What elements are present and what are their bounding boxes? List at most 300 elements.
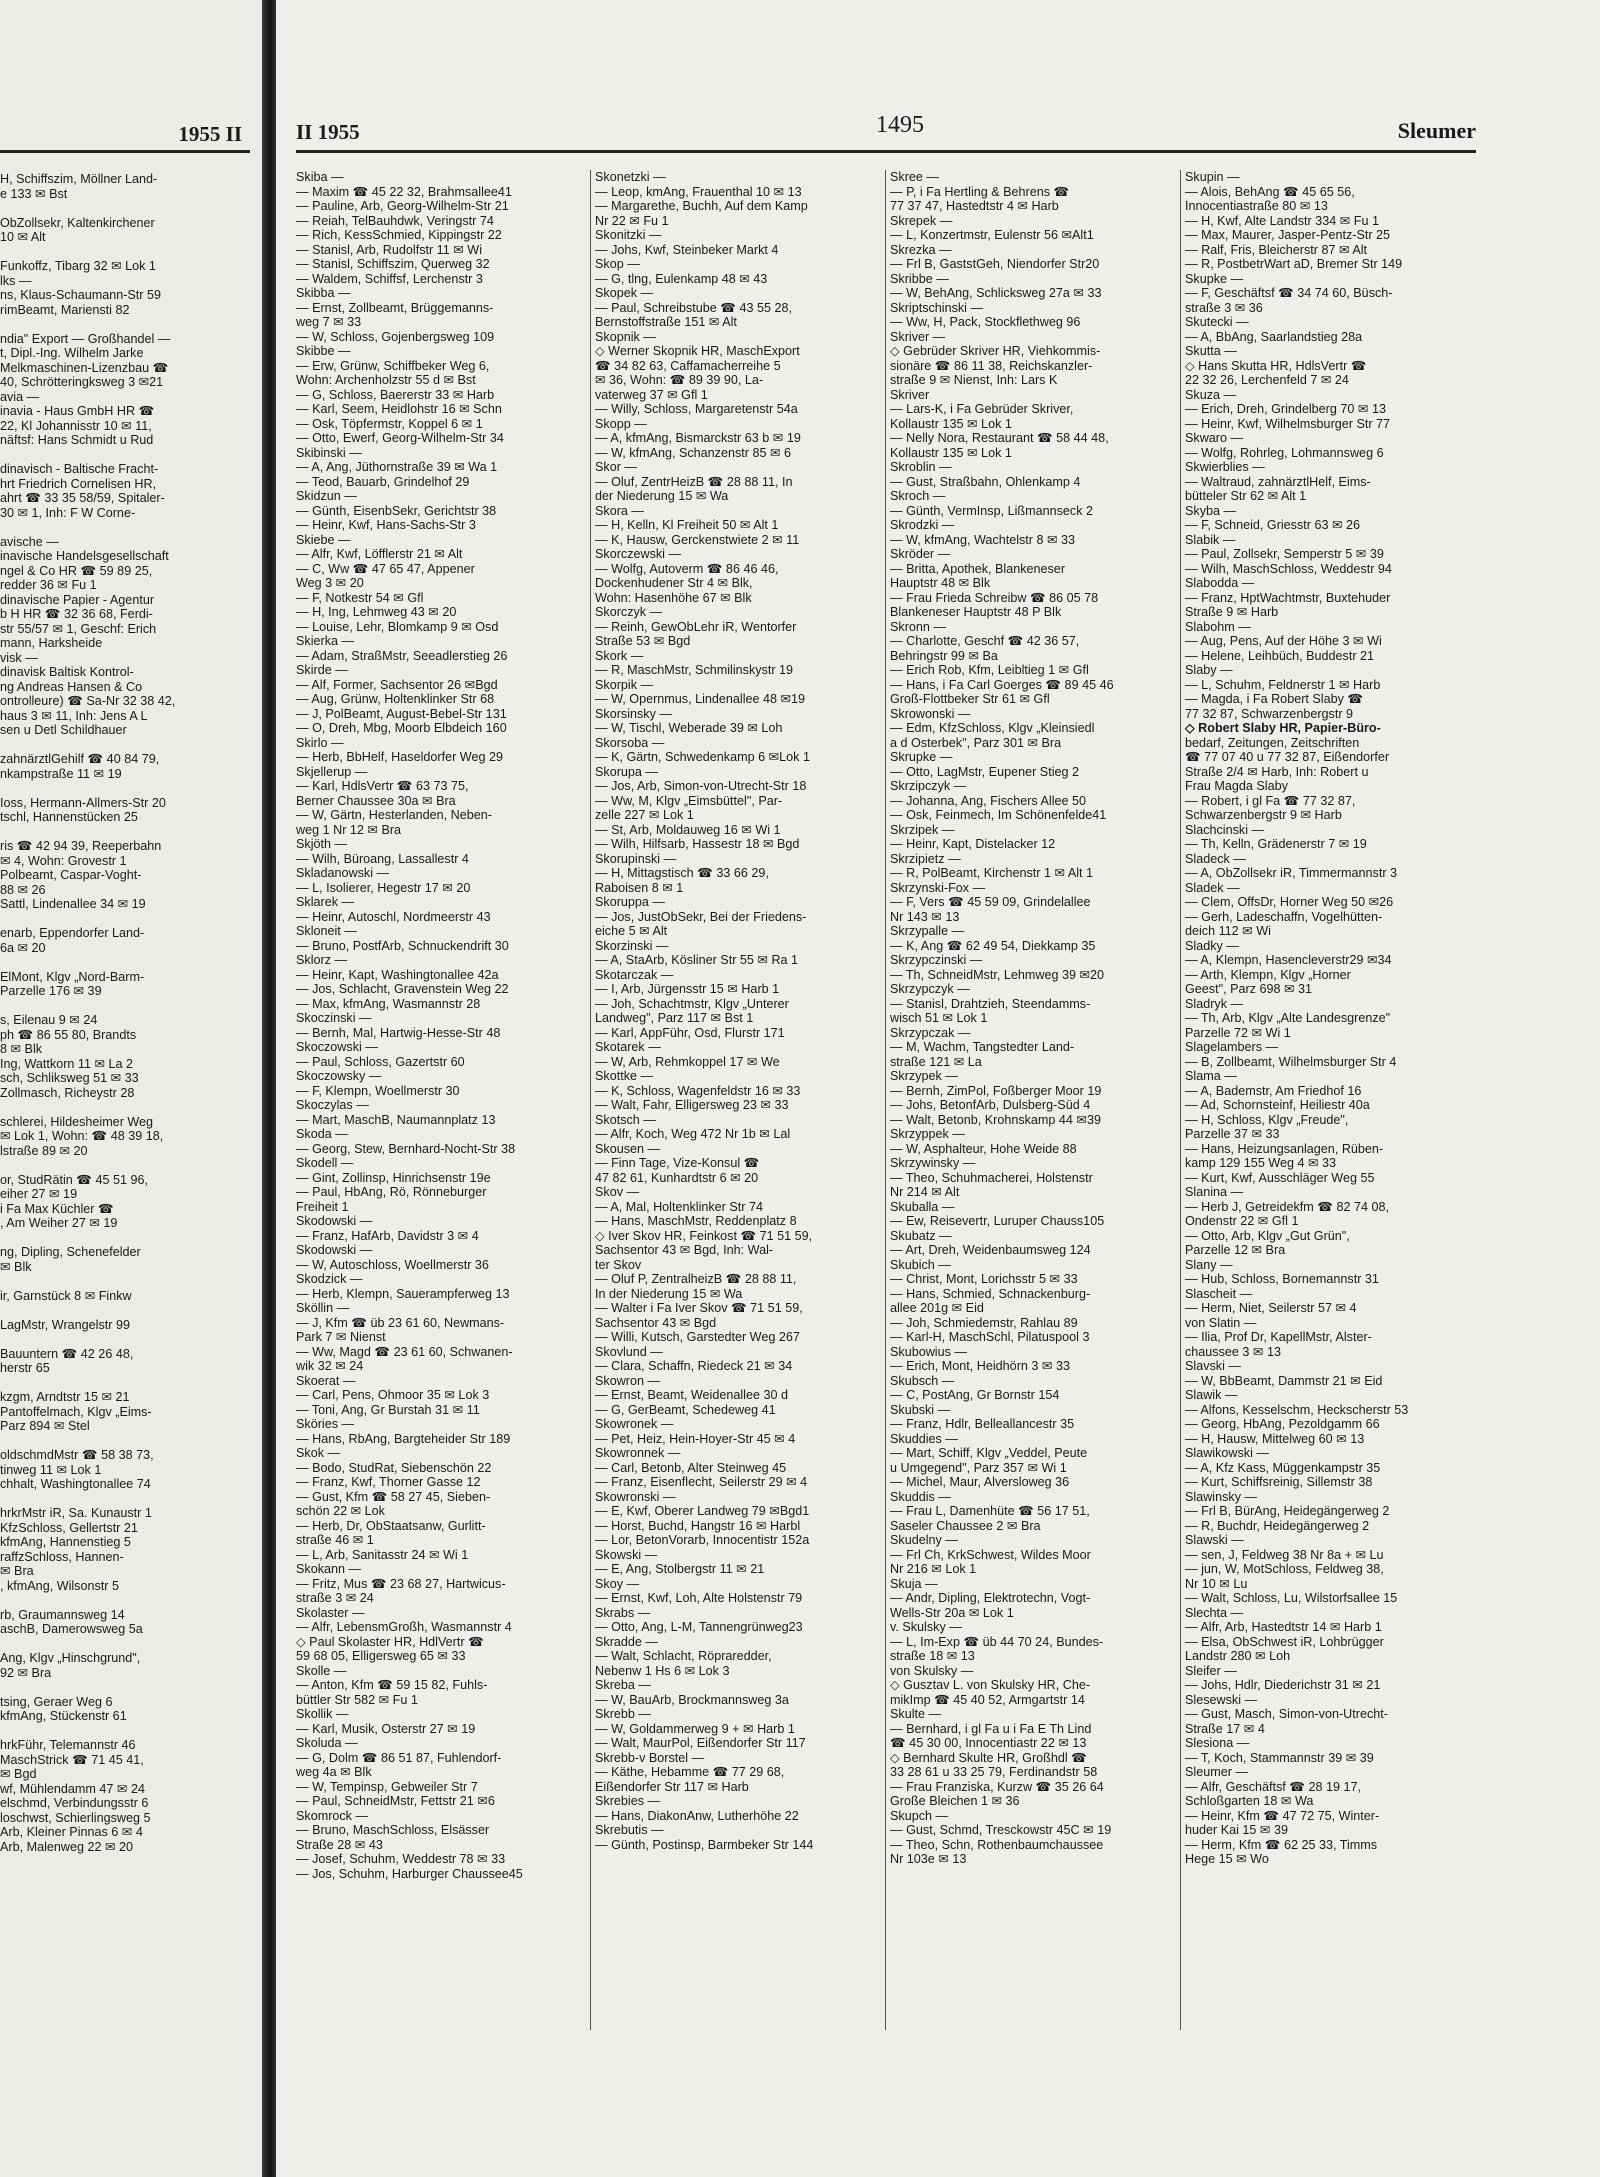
directory-entry: Skora — bbox=[595, 503, 644, 518]
directory-entry: Hege 15 ✉ Wo bbox=[1185, 1852, 1269, 1866]
directory-entry: Skrzypalle — bbox=[890, 924, 965, 938]
left-page-line: chhalt, Washingtonallee 74 bbox=[0, 1477, 151, 1491]
left-page-line: Bauuntern ☎ 42 26 48, bbox=[0, 1346, 134, 1361]
directory-entry: Slesiona — bbox=[1185, 1736, 1250, 1750]
left-page-line: schlerei, Hildesheimer Weg bbox=[0, 1114, 154, 1129]
left-page-line: Ing, Wattkorn 11 ✉ La 2 bbox=[0, 1056, 134, 1071]
directory-entry: Skowski — bbox=[595, 1547, 658, 1562]
directory-entry: — Walter i Fa Iver Skov ☎ 71 51 59, bbox=[595, 1301, 803, 1315]
directory-entry: Nr 143 ✉ 13 bbox=[890, 909, 960, 924]
directory-entry: — Hub, Schloss, Bornemannstr 31 bbox=[1185, 1272, 1379, 1286]
directory-entry: — Wolfg, Autoverm ☎ 86 46 46, bbox=[595, 561, 779, 576]
directory-entry: — Elsa, ObSchwest iR, Lohbrügger bbox=[1185, 1634, 1384, 1649]
directory-entry: — L, Konzertmstr, Eulenstr 56 ✉Alt1 bbox=[890, 228, 1094, 242]
directory-entry: v. Skulsky — bbox=[890, 1620, 962, 1634]
directory-entry: Ondenstr 22 ✉ Gfl 1 bbox=[1185, 1214, 1299, 1228]
directory-entry: — W, Autoschloss, Woellmerstr 36 bbox=[296, 1257, 489, 1272]
left-page-line: e 133 ✉ Bst bbox=[0, 186, 68, 201]
directory-entry: — Gust, Kfm ☎ 58 27 45, Sieben- bbox=[296, 1489, 491, 1504]
directory-entry: — Franz, Kwf, Thorner Gasse 12 bbox=[296, 1475, 481, 1489]
directory-entry: — Toni, Ang, Gr Burstah 31 ✉ 11 bbox=[296, 1402, 480, 1417]
left-page-line: kfmAng, Hannenstieg 5 bbox=[0, 1535, 131, 1549]
directory-entry: — Arth, Klempn, Klgv „Horner bbox=[1185, 967, 1351, 982]
directory-entry: — Stanisl, Schiffszim, Querweg 32 bbox=[296, 257, 490, 271]
directory-entry: Sköllin — bbox=[296, 1301, 350, 1315]
directory-entry: Skiba — bbox=[296, 170, 344, 184]
directory-entry: — Jos, Arb, Simon-von-Utrecht-Str 18 bbox=[595, 779, 807, 793]
directory-entry: 33 28 61 u 33 25 79, Ferdinandstr 58 bbox=[890, 1765, 1098, 1779]
directory-entry: ✉ 36, Wohn: ☎ 89 39 90, La- bbox=[595, 373, 764, 387]
directory-entry: — Johs, Hdlr, Diederichstr 31 ✉ 21 bbox=[1185, 1678, 1381, 1692]
left-page-line: str 55/57 ✉ 1, Geschf: Erich bbox=[0, 621, 157, 636]
left-page-line bbox=[0, 317, 255, 332]
directory-entry: — Günth, VermInsp, Lißmannseck 2 bbox=[890, 503, 1093, 518]
directory-entry: — T, Koch, Stammannstr 39 ✉ 39 bbox=[1185, 1750, 1374, 1765]
directory-entry: u Umgegend", Parz 357 ✉ Wi 1 bbox=[890, 1460, 1067, 1475]
directory-entry: — Erich Rob, Kfm, Leibltieg 1 ✉ Gfl bbox=[890, 663, 1089, 677]
directory-entry: — P, i Fa Hertling & Behrens ☎ bbox=[890, 184, 1070, 199]
directory-entry: Skriver bbox=[890, 387, 930, 402]
directory-entry: — Franz, HptWachtmstr, Buxtehuder bbox=[1185, 590, 1391, 605]
directory-entry: Landweg", Parz 117 ✉ Bst 1 bbox=[595, 1011, 754, 1025]
directory-entry: — Adam, StraßMstr, Seeadlerstieg 26 bbox=[296, 648, 508, 663]
left-page-line: ✉ 4, Wohn: Grovestr 1 bbox=[0, 853, 127, 868]
directory-entry: — Otto, Arb, Klgv „Gut Grün", bbox=[1185, 1228, 1350, 1243]
directory-entry: — Erw, Grünw, Schiffbeker Weg 6, bbox=[296, 358, 490, 373]
directory-entry: — Alfr, Koch, Weg 472 Nr 1b ✉ Lal bbox=[595, 1127, 791, 1141]
directory-entry: ☎ 45 30 00, Innocentiastr 22 ✉ 13 bbox=[890, 1736, 1087, 1750]
directory-entry: — A, Kfz Kass, Müggenkampstr 35 bbox=[1185, 1460, 1381, 1475]
directory-entry: Skulte — bbox=[890, 1707, 942, 1721]
left-page-line bbox=[0, 912, 255, 927]
directory-entry: ter Skov bbox=[595, 1257, 642, 1272]
left-page-line bbox=[0, 825, 255, 840]
directory-entry: weg 1 Nr 12 ✉ Bra bbox=[296, 822, 402, 837]
directory-entry: allee 201g ✉ Eid bbox=[890, 1301, 984, 1315]
directory-entry: — Walt, Fahr, Elligersweg 23 ✉ 33 bbox=[595, 1098, 789, 1112]
left-page-line: ontrolleure) ☎ Sa-Nr 32 38 42, bbox=[0, 694, 176, 708]
directory-entry: — Maxim ☎ 45 22 32, Brahmsallee41 bbox=[296, 184, 512, 199]
left-page-line: 30 ✉ 1, Inh: F W Corne- bbox=[0, 505, 136, 520]
directory-entry: Skrodzki — bbox=[890, 518, 955, 532]
directory-entry: Skreba — bbox=[595, 1678, 651, 1692]
directory-entry: Slesewski — bbox=[1185, 1692, 1258, 1707]
left-page-line: Ang, Klgv „Hinschgrund", bbox=[0, 1651, 141, 1665]
directory-column-2 bbox=[591, 170, 886, 2030]
directory-entry: — Louise, Lehr, Blomkamp 9 ✉ Osd bbox=[296, 619, 499, 634]
directory-entry: — Otto, Ang, L-M, Tannengrünweg23 bbox=[595, 1620, 803, 1634]
directory-entry: — Osk, Feinmech, Im Schönenfelde41 bbox=[890, 808, 1107, 822]
directory-entry: — Käthe, Hebamme ☎ 77 29 68, bbox=[595, 1765, 785, 1779]
directory-entry: Skov — bbox=[595, 1185, 640, 1199]
directory-entry: Wohn: Archenholzstr 55 d ✉ Bst bbox=[296, 373, 476, 387]
directory-entry: — A, Ang, Jüthornstraße 39 ✉ Wa 1 bbox=[296, 460, 498, 474]
directory-entry: — F, Notkestr 54 ✉ Gfl bbox=[296, 590, 424, 605]
directory-entry: — Frl B, GaststGeh, Niendorfer Str20 bbox=[890, 257, 1100, 271]
directory-entry: — Herb, Dr, ObStaatsanw, Gurlitt- bbox=[296, 1518, 486, 1533]
directory-entry: straße 3 ✉ 24 bbox=[296, 1591, 374, 1605]
directory-entry: Skrzypek — bbox=[890, 1069, 958, 1083]
directory-entry: Skonetzki — bbox=[595, 170, 666, 184]
left-page-line: visk — bbox=[0, 650, 38, 665]
directory-entry: Skrzyppek — bbox=[890, 1127, 965, 1141]
directory-entry: Skriver — bbox=[890, 329, 946, 344]
directory-entry: Skowronski — bbox=[595, 1489, 676, 1504]
left-page-line: LagMstr, Wrangelstr 99 bbox=[0, 1317, 130, 1332]
directory-entry: — Jos, Schlacht, Gravenstein Weg 22 bbox=[296, 982, 509, 996]
left-page-line: Arb, Kleiner Pinnas 6 ✉ 4 bbox=[0, 1825, 143, 1839]
directory-entry: — Clem, OffsDr, Horner Weg 50 ✉26 bbox=[1185, 895, 1394, 909]
left-page-line: ahrt ☎ 33 35 58/59, Spitaler- bbox=[0, 491, 165, 505]
directory-entry: Slavski — bbox=[1185, 1359, 1241, 1373]
left-page-line: Melkmaschinen-Lizenzbau ☎ bbox=[0, 360, 169, 375]
directory-entry: — Herm, Kfm ☎ 62 25 33, Timms bbox=[1185, 1837, 1378, 1852]
directory-entry: Skomrock — bbox=[296, 1808, 369, 1823]
directory-entry: — Michel, Maur, Alversloweg 36 bbox=[890, 1475, 1070, 1489]
directory-entry: Skodzick — bbox=[296, 1272, 363, 1286]
directory-entry: Skoluda — bbox=[296, 1736, 358, 1750]
directory-entry: — W, Asphalteur, Hohe Weide 88 bbox=[890, 1141, 1077, 1156]
directory-entry: Skorsoba — bbox=[595, 735, 665, 750]
left-page-line: hrt Friedrich Cornelisen HR, bbox=[0, 476, 157, 491]
directory-entry: — Johanna, Ang, Fischers Allee 50 bbox=[890, 793, 1087, 808]
left-page-line: zahnärztlGehilf ☎ 40 84 79, bbox=[0, 752, 160, 766]
directory-entry: Kollaustr 135 ✉ Lok 1 bbox=[890, 445, 1012, 460]
left-page-line: kzgm, Arndtstr 15 ✉ 21 bbox=[0, 1390, 130, 1404]
left-page-line: rb, Graumannsweg 14 bbox=[0, 1607, 125, 1622]
left-page-line: haus 3 ✉ 11, Inh: Jens A L bbox=[0, 708, 148, 723]
left-page-line: ✉ Bra bbox=[0, 1564, 34, 1578]
left-page-line: b H HR ☎ 32 36 68, Ferdi- bbox=[0, 607, 153, 621]
directory-entry: Große Bleichen 1 ✉ 36 bbox=[890, 1794, 1020, 1808]
directory-entry: — Bodo, StudRat, Siebenschön 22 bbox=[296, 1460, 492, 1475]
left-page-line bbox=[0, 1724, 255, 1739]
directory-entry: — Hans, i Fa Carl Goerges ☎ 89 45 46 bbox=[890, 677, 1114, 692]
directory-entry: Skork — bbox=[595, 648, 644, 663]
directory-entry: 77 32 87, Schwarzenbergstr 9 bbox=[1185, 706, 1354, 721]
directory-entry: Skuddies — bbox=[890, 1431, 958, 1446]
directory-entry: Freiheit 1 bbox=[296, 1199, 349, 1214]
left-page-line bbox=[0, 1376, 255, 1391]
directory-entry: — Johs, Kwf, Steinbeker Markt 4 bbox=[595, 242, 779, 257]
directory-entry: Skrzywinsky — bbox=[890, 1156, 976, 1170]
directory-entry: — Bruno, MaschSchloss, Elsässer bbox=[296, 1823, 490, 1837]
directory-entry: — W, Arb, Rehmkoppel 17 ✉ We bbox=[595, 1054, 780, 1069]
left-page-line: Pantoffelmach, Klgv „Eims- bbox=[0, 1404, 152, 1419]
directory-entry: Skolaster — bbox=[296, 1605, 365, 1620]
directory-entry: — Wilh, Büroang, Lassallestr 4 bbox=[296, 851, 469, 866]
directory-entry: Behringstr 99 ✉ Ba bbox=[890, 648, 998, 663]
directory-entry: — Bernh, ZimPol, Foßberger Moor 19 bbox=[890, 1083, 1102, 1098]
directory-entry: Skodowski — bbox=[296, 1243, 373, 1257]
left-page-line bbox=[0, 1158, 255, 1173]
directory-entry: Skubatz — bbox=[890, 1228, 952, 1243]
directory-entry: Nr 22 ✉ Fu 1 bbox=[595, 213, 669, 228]
directory-entry: Park 7 ✉ Nienst bbox=[296, 1330, 386, 1344]
directory-entry: — F, Geschäftsf ☎ 34 74 60, Büsch- bbox=[1185, 286, 1393, 300]
directory-entry: — Jos, Schuhm, Harburger Chaussee45 bbox=[296, 1866, 523, 1881]
directory-entry: Skrebb — bbox=[595, 1707, 651, 1721]
directory-entry: — G, tlng, Eulenkamp 48 ✉ 43 bbox=[595, 271, 768, 286]
directory-entry: — Fritz, Mus ☎ 23 68 27, Hartwicus- bbox=[296, 1576, 506, 1591]
directory-entry: — Johs, BetonfArb, Dulsberg-Süd 4 bbox=[890, 1098, 1091, 1112]
directory-entry: — Alfr, LebensmGroßh, Wasmannstr 4 bbox=[296, 1620, 512, 1634]
directory-entry: der Niederung 15 ✉ Wa bbox=[595, 489, 729, 503]
directory-column-3 bbox=[886, 170, 1181, 2030]
directory-entry: — Bruno, PostfArb, Schnuckendrift 30 bbox=[296, 938, 509, 953]
left-page-line: ngel & Co HR ☎ 59 89 25, bbox=[0, 563, 153, 578]
directory-entry: Slagelambers — bbox=[1185, 1040, 1279, 1054]
directory-entry: Skovlund — bbox=[595, 1344, 663, 1359]
directory-entry: — Max, Maurer, Jasper-Pentz-Str 25 bbox=[1185, 228, 1391, 242]
directory-entry: — Nelly Nora, Restaurant ☎ 58 44 48, bbox=[890, 431, 1109, 445]
directory-entry: — St, Arb, Moldauweg 16 ✉ Wi 1 bbox=[595, 822, 781, 837]
directory-entry: Skorzinski — bbox=[595, 938, 669, 953]
directory-entry: — G, GerBeamt, Schedeweg 41 bbox=[595, 1402, 776, 1417]
directory-entry: Skriptschinski — bbox=[890, 300, 984, 315]
directory-entry: Skrebies — bbox=[595, 1794, 661, 1808]
directory-entry: — H, Mittagstisch ☎ 33 66 29, bbox=[595, 866, 769, 880]
directory-entry: — F, Vers ☎ 45 59 09, Grindelallee bbox=[890, 895, 1091, 909]
directory-entry: — W, BehAng, Schlicksweg 27a ✉ 33 bbox=[890, 286, 1102, 300]
left-page-line: , kfmAng, Wilsonstr 5 bbox=[0, 1578, 119, 1593]
directory-entry: — Hans, MaschMstr, Reddenplatz 8 bbox=[595, 1214, 797, 1228]
directory-entry: — A, Klempn, Hasencleverstr29 ✉34 bbox=[1185, 953, 1392, 967]
directory-entry: Skorupa — bbox=[595, 764, 658, 779]
directory-entry: Skorczewski — bbox=[595, 547, 682, 561]
directory-entry: Sladryk — bbox=[1185, 996, 1244, 1011]
directory-entry: — Willy, Schloss, Margaretenstr 54a bbox=[595, 402, 798, 416]
directory-entry: — Heinr, Kapt, Washingtonallee 42a bbox=[296, 967, 499, 982]
directory-entry: — K, Gärtn, Schwedenkamp 6 ✉Lok 1 bbox=[595, 750, 810, 764]
directory-entry: Kollaustr 135 ✉ Lok 1 bbox=[890, 416, 1012, 431]
directory-entry: — Kurt, Schiffsreinig, Sillemstr 38 bbox=[1185, 1475, 1373, 1489]
directory-entry: 22 32 26, Lerchenfeld 7 ✉ 24 bbox=[1185, 373, 1349, 387]
directory-entry: — H, Kwf, Alte Landstr 334 ✉ Fu 1 bbox=[1185, 213, 1379, 228]
directory-entry: — sen, J, Feldweg 38 Nr 8a + ✉ Lu bbox=[1185, 1547, 1384, 1562]
page-header bbox=[296, 112, 1476, 153]
directory-entry: Wohn: Hasenhöhe 67 ✉ Blk bbox=[595, 590, 752, 605]
directory-entry: — Frau Franziska, Kurzw ☎ 35 26 64 bbox=[890, 1779, 1104, 1794]
left-page-line bbox=[0, 1332, 255, 1347]
directory-entry: Skrebb-v Borstel — bbox=[595, 1750, 705, 1765]
left-page-line: nkampstraße 11 ✉ 19 bbox=[0, 766, 122, 781]
directory-entry: Skoy — bbox=[595, 1576, 640, 1591]
directory-entry: — Ew, Reisevertr, Luruper Chauss105 bbox=[890, 1214, 1105, 1228]
directory-entry: Eißendorfer Str 117 ✉ Harb bbox=[595, 1779, 749, 1794]
directory-entry: ◇ Paul Skolaster HR, HdlVertr ☎ bbox=[296, 1634, 484, 1649]
directory-entry: 59 68 05, Elligersweg 65 ✉ 33 bbox=[296, 1649, 466, 1663]
directory-entry: — Mart, MaschB, Naumannplatz 13 bbox=[296, 1112, 496, 1127]
directory-entry: — Karl, HdlsVertr ☎ 63 73 75, bbox=[296, 779, 469, 793]
directory-entry: Geest", Parz 698 ✉ 31 bbox=[1185, 982, 1313, 996]
directory-entry: weg 4a ✉ Blk bbox=[296, 1765, 372, 1779]
directory-entry: — Paul, Schreibstube ☎ 43 55 28, bbox=[595, 300, 793, 315]
directory-entry: — Pet, Heiz, Hein-Hoyer-Str 45 ✉ 4 bbox=[595, 1431, 796, 1446]
directory-entry: Sladky — bbox=[1185, 938, 1239, 953]
directory-entry: — Paul, Zollsekr, Semperstr 5 ✉ 39 bbox=[1185, 547, 1384, 561]
directory-entry: — Bernhard, i gl Fa u i Fa E Th Lind bbox=[890, 1721, 1092, 1736]
left-page-line bbox=[0, 1303, 255, 1318]
directory-entry: — Frl Ch, KrkSchwest, Wildes Moor bbox=[890, 1547, 1091, 1562]
directory-entry: ☎ 34 82 63, Caffamacherreihe 5 bbox=[595, 358, 781, 373]
left-page-line: Funkoffz, Tibarg 32 ✉ Lok 1 bbox=[0, 259, 156, 273]
directory-entry: — Ad, Schornsteinf, Heiliestr 40a bbox=[1185, 1098, 1370, 1112]
left-page-line: sch, Schliksweg 51 ✉ 33 bbox=[0, 1071, 139, 1085]
directory-entry: Straße 2/4 ✉ Harb, Inh: Robert u bbox=[1185, 764, 1369, 779]
directory-entry: Slechta — bbox=[1185, 1605, 1244, 1620]
directory-entry: Skoda — bbox=[296, 1127, 348, 1141]
directory-entry: — Leop, kmAng, Frauenthal 10 ✉ 13 bbox=[595, 184, 802, 199]
left-page-line: H, Schiffszim, Möllner Land- bbox=[0, 172, 158, 186]
directory-entry: Skorsinsky — bbox=[595, 706, 672, 721]
directory-entry: Parzelle 72 ✉ Wi 1 bbox=[1185, 1025, 1291, 1040]
directory-entry: — Walt, Betonb, Krohnskamp 44 ✉39 bbox=[890, 1112, 1101, 1127]
left-page-line: raffzSchloss, Hannen- bbox=[0, 1549, 124, 1564]
left-page-line: oldschmdMstr ☎ 58 38 73, bbox=[0, 1448, 154, 1462]
directory-entry: Skok — bbox=[296, 1446, 341, 1460]
directory-entry: Skolle — bbox=[296, 1663, 347, 1678]
directory-entry: Skrzipietz — bbox=[890, 851, 961, 866]
directory-entry: — Britta, Apothek, Blankeneser bbox=[890, 561, 1066, 576]
directory-entry: — Herb J, Getreidekfm ☎ 82 74 08, bbox=[1185, 1199, 1389, 1214]
left-page-line: ng, Dipling, Schenefelder bbox=[0, 1245, 141, 1259]
directory-entry: — Oluf P, ZentralheizB ☎ 28 88 11, bbox=[595, 1272, 797, 1286]
left-page-line: or, StudRätin ☎ 45 51 96, bbox=[0, 1172, 149, 1187]
directory-entry: — Heinr, Kfm ☎ 47 72 75, Winter- bbox=[1185, 1808, 1380, 1823]
left-page-line: Ioss, Hermann-Allmers-Str 20 bbox=[0, 795, 166, 810]
directory-entry: Skirde — bbox=[296, 663, 348, 677]
left-page-line: Sattl, Lindenallee 34 ✉ 19 bbox=[0, 897, 146, 911]
directory-entry: Skrzipczyk — bbox=[890, 779, 967, 793]
directory-entry: — O, Dreh, Mbg, Moorb Elbdeich 160 bbox=[296, 721, 507, 735]
left-page-line bbox=[0, 448, 255, 463]
directory-entry: straße 121 ✉ La bbox=[890, 1054, 982, 1069]
directory-entry: sionäre ☎ 86 11 38, Reichskanzler- bbox=[890, 358, 1093, 373]
directory-entry: — Ww, M, Klgv „Eimsbüttel", Par- bbox=[595, 793, 783, 808]
directory-entry: Schwarzenbergstr 9 ✉ Harb bbox=[1185, 808, 1342, 822]
directory-entry: Sladeck — bbox=[1185, 851, 1246, 866]
left-page-line: tschl, Hannenstücken 25 bbox=[0, 810, 138, 824]
page-header-keyword: Sleumer bbox=[1397, 118, 1476, 143]
left-page-line: 92 ✉ Bra bbox=[0, 1665, 52, 1680]
directory-entry: — Ernst, Beamt, Weidenallee 30 d bbox=[595, 1388, 788, 1402]
directory-entry: Nr 103e ✉ 13 bbox=[890, 1852, 967, 1866]
directory-entry: Skupke — bbox=[1185, 271, 1244, 286]
directory-entry: Skoczinski — bbox=[296, 1011, 372, 1025]
directory-entry: Skrezka — bbox=[890, 242, 952, 257]
directory-entry: — Frau L, Damenhüte ☎ 56 17 51, bbox=[890, 1504, 1090, 1518]
left-page-line: KfzSchloss, Gellertstr 21 bbox=[0, 1520, 138, 1535]
directory-entry: — Paul, Schloss, Gazertstr 60 bbox=[296, 1054, 465, 1069]
left-page-line: sen u Detl Schildhauer bbox=[0, 723, 127, 737]
directory-entry: — Stanisl, Arb, Rudolfstr 11 ✉ Wi bbox=[296, 242, 482, 257]
directory-entry: — A, kfmAng, Bismarckstr 63 b ✉ 19 bbox=[595, 431, 801, 445]
directory-entry: Skupch — bbox=[890, 1808, 949, 1823]
directory-entry: Skopnik — bbox=[595, 329, 656, 344]
directory-entry: — Mart, Schiff, Klgv „Veddel, Peute bbox=[890, 1446, 1088, 1460]
directory-entry: — Edm, KfzSchloss, Klgv „Kleinsiedl bbox=[890, 721, 1095, 735]
directory-entry: — Margarethe, Buchh, Auf dem Kamp bbox=[595, 199, 808, 213]
directory-entry: — Walt, Schloss, Lu, Wilstorfsallee 15 bbox=[1185, 1591, 1398, 1605]
directory-entry: Skrowonski — bbox=[890, 706, 971, 721]
left-page-line bbox=[0, 1231, 255, 1246]
left-page-line: mann, Harksheide bbox=[0, 636, 103, 650]
left-page-line: rimBeamt, Mariensti 82 bbox=[0, 302, 130, 317]
page-number: 1495 bbox=[876, 112, 924, 138]
directory-entry: wik 32 ✉ 24 bbox=[296, 1359, 364, 1373]
left-page-line: kfmAng, Stückenstr 61 bbox=[0, 1709, 127, 1723]
directory-entry: Skrzypczak — bbox=[890, 1025, 971, 1040]
directory-entry: Slabohm — bbox=[1185, 619, 1251, 634]
left-page-header bbox=[0, 120, 250, 153]
directory-entry: — Otto, LagMstr, Eupener Stieg 2 bbox=[890, 764, 1080, 779]
directory-entry: — Karl-H, MaschSchl, Pilatuspool 3 bbox=[890, 1330, 1090, 1344]
directory-entry: Skubich — bbox=[890, 1257, 951, 1272]
directory-entry: — K, Schloss, Wagenfeldstr 16 ✉ 33 bbox=[595, 1083, 801, 1098]
directory-entry: — Alfr, Kwf, Löfflerstr 21 ✉ Alt bbox=[296, 547, 463, 561]
directory-entry: — Heinr, Autoschl, Nordmeerstr 43 bbox=[296, 909, 491, 924]
left-page-line bbox=[0, 1492, 255, 1507]
directory-entry: Skubski — bbox=[890, 1402, 951, 1417]
directory-entry: Skibbe — bbox=[296, 344, 351, 358]
directory-entry: Skrzynski-Fox — bbox=[890, 880, 986, 895]
left-page-line: lks — bbox=[0, 273, 32, 288]
directory-entry: Slachcinski — bbox=[1185, 822, 1265, 837]
left-page-line: 10 ✉ Alt bbox=[0, 230, 46, 244]
directory-entry: Skutta — bbox=[1185, 344, 1237, 358]
directory-entry: — Paul, HbAng, Rö, Rönneburger bbox=[296, 1185, 487, 1199]
directory-entry: Straße 53 ✉ Bgd bbox=[595, 634, 691, 648]
directory-entry: — I, Arb, Jürgensstr 15 ✉ Harb 1 bbox=[595, 982, 780, 996]
directory-entry: 47 82 61, Kunhardtstr 6 ✉ 20 bbox=[595, 1170, 759, 1185]
directory-entry: Skibinski — bbox=[296, 445, 362, 460]
directory-entry: — G, Dolm ☎ 86 51 87, Fuhlendorf- bbox=[296, 1750, 502, 1765]
directory-entry: Straße 17 ✉ 4 bbox=[1185, 1721, 1265, 1736]
directory-entry: Blankeneser Hauptstr 48 P Blk bbox=[890, 605, 1062, 619]
left-page-line: ng Andreas Hansen & Co bbox=[0, 679, 143, 694]
directory-entry: — A, StaArb, Kösliner Str 55 ✉ Ra 1 bbox=[595, 953, 799, 967]
directory-entry: — Th, SchneidMstr, Lehmweg 39 ✉20 bbox=[890, 967, 1105, 982]
directory-entry: — M, Wachm, Tangstedter Land- bbox=[890, 1040, 1075, 1054]
directory-column-1 bbox=[296, 170, 591, 2030]
left-page-line: s, Eilenau 9 ✉ 24 bbox=[0, 1013, 98, 1027]
left-page-line: ElMont, Klgv „Nord-Barm- bbox=[0, 969, 145, 984]
directory-entry: Saseler Chaussee 2 ✉ Bra bbox=[890, 1518, 1041, 1533]
directory-entry: Skrzypczinski — bbox=[890, 953, 983, 967]
directory-entry: Skowronek — bbox=[595, 1417, 674, 1431]
directory-entry: — Art, Dreh, Weidenbaumsweg 124 bbox=[890, 1243, 1091, 1257]
directory-entry: — Herb, Klempn, Sauerampferweg 13 bbox=[296, 1286, 510, 1301]
directory-entry: Parzelle 12 ✉ Bra bbox=[1185, 1243, 1286, 1257]
directory-entry: schön 22 ✉ Lok bbox=[296, 1504, 385, 1518]
directory-entry: Parzelle 37 ✉ 33 bbox=[1185, 1127, 1280, 1141]
directory-entry: — Wilh, MaschSchloss, Weddestr 94 bbox=[1185, 561, 1392, 576]
directory-entry: ◇ Hans Skutta HR, HdlsVertr ☎ bbox=[1185, 358, 1367, 373]
directory-entry: — Erich, Dreh, Grindelberg 70 ✉ 13 bbox=[1185, 402, 1386, 416]
directory-entry: — Günth, Postinsp, Barmbeker Str 144 bbox=[595, 1837, 814, 1852]
directory-entry: — R, Buchdr, Heidegängerweg 2 bbox=[1185, 1518, 1370, 1533]
directory-entry: — Pauline, Arb, Georg-Wilhelm-Str 21 bbox=[296, 199, 509, 213]
directory-entry: Skotarek — bbox=[595, 1040, 661, 1054]
left-page-line: lstraße 89 ✉ 20 bbox=[0, 1143, 88, 1158]
directory-entry: — Hans, DiakonAnw, Lutherhöhe 22 bbox=[595, 1808, 799, 1823]
directory-entry: — Paul, SchneidMstr, Fettstr 21 ✉6 bbox=[296, 1794, 495, 1808]
directory-entry: — R, PostbetrWart aD, Bremer Str 149 bbox=[1185, 257, 1403, 271]
directory-entry: Skotsch — bbox=[595, 1112, 656, 1127]
directory-entry: Slascheit — bbox=[1185, 1286, 1253, 1301]
directory-entry: — Alfr, Geschäftsf ☎ 28 19 17, bbox=[1185, 1779, 1361, 1794]
